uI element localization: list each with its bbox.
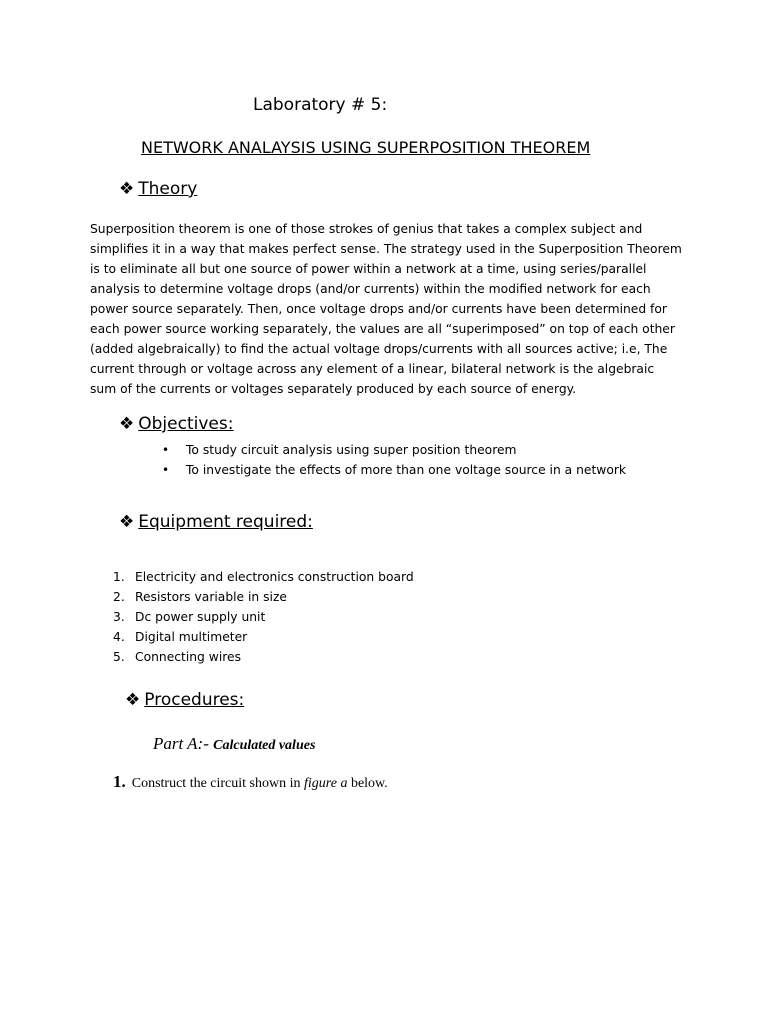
list-text: Connecting wires	[135, 650, 242, 664]
list-item	[113, 567, 414, 587]
diamond-bullet-icon: ❖	[119, 179, 135, 199]
list-text: Electricity and electronics construction board	[135, 570, 414, 584]
heading-equipment	[119, 512, 313, 532]
diamond-bullet-icon: ❖	[125, 690, 141, 710]
list-number: 1.	[113, 570, 125, 584]
diamond-bullet-icon: ❖	[119, 512, 135, 532]
heading-procedures-label: Procedures:	[144, 690, 245, 710]
list-number: 2.	[113, 590, 125, 604]
list-item	[113, 607, 414, 627]
heading-objectives	[119, 414, 233, 434]
part-a-heading	[153, 734, 315, 754]
list-item	[113, 587, 414, 607]
procedure-step-1	[113, 772, 388, 792]
lab-title: Laboratory # 5:	[253, 95, 388, 115]
list-item	[113, 647, 414, 667]
list-number: 3.	[113, 610, 125, 624]
heading-theory-label: Theory	[138, 179, 198, 199]
equipment-list	[113, 567, 414, 667]
list-item: • To investigate the effects of more than one voltage source in a network	[162, 460, 626, 480]
part-a-subtitle: Calculated values	[213, 738, 316, 753]
part-a-label: Part A:-	[153, 734, 209, 753]
objectives-list	[162, 440, 626, 480]
step-text-after: below.	[350, 776, 388, 791]
list-number: 5.	[113, 650, 125, 664]
step-number: 1.	[113, 772, 126, 791]
diamond-bullet-icon: ❖	[119, 414, 135, 434]
list-item	[113, 627, 414, 647]
theory-paragraph: Superposition theorem is one of those strokes of genius that takes a complex subject and simplifies it in a way that makes perfect sense. The strategy used in the Superposition Theorem is to eliminate all but one source of power within a network at a time, using series/parallel analysis to determine voltage drops (and/or currents) within the modified network for each power source separately. Then, once voltage drops and/or currents have been determined for each power source working separately, the values are all “superimposed” on top of each other (added algebraically) to find the actual voltage drops/currents with all sources active; i.e, The current through or voltage across any element of a linear, bilateral network is the algebraic sum of the currents or voltages separately produced by each source of energy.	[90, 222, 682, 396]
list-number: 4.	[113, 630, 125, 644]
list-text: Dc power supply unit	[135, 610, 266, 624]
list-text: Digital multimeter	[135, 630, 248, 644]
heading-procedures	[125, 690, 244, 710]
step-text-before: Construct the circuit shown in	[131, 776, 301, 791]
heading-objectives-label: Objectives:	[138, 414, 234, 434]
heading-equipment-label: Equipment required:	[138, 512, 313, 532]
heading-theory	[119, 179, 197, 199]
main-title: NETWORK ANALAYSIS USING SUPERPOSITION THEOREM	[141, 138, 591, 157]
list-item: • To study circuit analysis using super position theorem	[162, 440, 626, 460]
figure-reference: figure a	[304, 776, 348, 791]
list-text: Resistors variable in size	[135, 590, 287, 604]
